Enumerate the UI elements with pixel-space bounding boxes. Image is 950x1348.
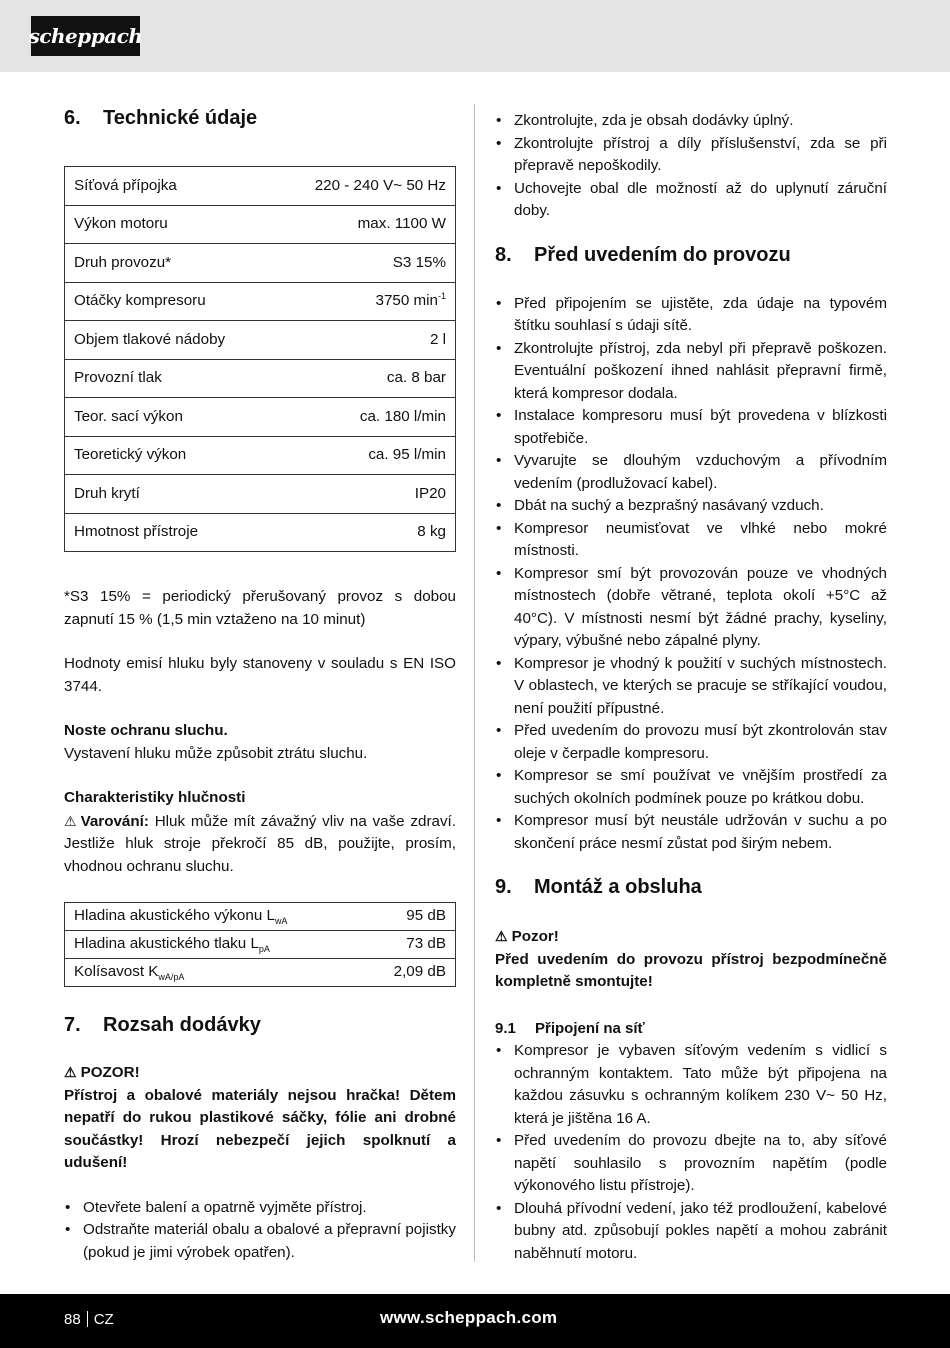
spec-label: Provozní tlak: [65, 359, 273, 398]
footer-bar: [0, 1294, 950, 1348]
table-row: [65, 282, 456, 321]
table-row: [65, 359, 456, 398]
list-item: • Kompresor neumisťovat ve vlhké nebo mokré místnosti.: [495, 518, 887, 563]
left-column: [64, 104, 456, 1264]
section-7-heading: 7. Rozsah dodávky: [64, 1014, 261, 1036]
table-row: [65, 903, 456, 931]
scheppach-logo: scheppach: [31, 16, 140, 56]
spec-label: Hmotnost přístroje: [65, 513, 273, 552]
header-bar: [0, 0, 950, 72]
section-8-heading: 8. Před uvedením do provozu: [495, 243, 791, 266]
noise-value: 73 dB: [364, 931, 456, 959]
table-row: [65, 321, 456, 360]
list-item: • Dbát na suchý a bezprašný nasávaný vzduch.: [495, 495, 887, 518]
section-6-heading: 6. Technické údaje: [64, 107, 258, 129]
page-number: 88 CZ: [64, 1311, 114, 1328]
assembly-caution-text: Před uvedením do provozu přístroj bezpodmínečně kompletně smontujte!: [495, 950, 887, 990]
spec-value: max. 1100 W: [272, 205, 455, 244]
list-item: • Vyvarujte se dlouhým vzduchovým a přívodním vedením (prodlužovací kabel).: [495, 450, 887, 495]
noise-value: 2,09 dB: [364, 959, 456, 987]
noise-label: Hladina akustického výkonu $L_{wA}$: [65, 903, 365, 931]
list-item: • Kompresor je vhodný k použití v suchých místnostech. V oblastech, ve kterých se pracuje se stříkající voudou, není použití přípustné.: [495, 653, 887, 721]
spec-value: IP20: [272, 475, 455, 514]
spec-value: ca. 8 bar: [272, 359, 455, 398]
mains-connection-list: [495, 1040, 887, 1265]
list-item: • Odstraňte materiál obalu a obalové a přepravní pojistky (pokud je jimi výrobek opatřen).: [64, 1219, 456, 1264]
section-9-heading: 9. Montáž a obsluha: [495, 876, 702, 898]
hearing-protection-text: Vystavení hluku může způsobit ztrátu sluchu.: [64, 744, 368, 762]
list-item: • Kompresor se smí používat ve vnějším prostředí za suchých okolních podmínek pouze po krátkou dobu.: [495, 765, 887, 810]
spec-label: Otáčky kompresoru: [65, 282, 273, 321]
column-divider: [474, 104, 475, 1262]
list-item: • Dlouhá přívodní vedení, jako též prodloužení, kabelové bubny atd. způsobují pokles napětí a mohou zabránit naběhnutí motoru.: [495, 1198, 887, 1266]
noise-heading: Charakteristiky hlučnosti: [64, 789, 246, 806]
spec-label: Objem tlakové nádoby: [65, 321, 273, 360]
warning-triangle-icon: ⚠: [495, 928, 508, 944]
spec-value: 2 l: [272, 321, 455, 360]
spec-value: ca. 180 l/min: [272, 398, 455, 437]
noise-value: 95 dB: [364, 903, 456, 931]
list-item: • Kompresor musí být neustále udržován v suchu a po skončení práce nesmí zůstat pod širým nebem.: [495, 810, 887, 855]
table-row: [65, 205, 456, 244]
delivery-list-right: [495, 110, 887, 223]
table-row: [65, 244, 456, 283]
noise-table: [64, 902, 456, 987]
table-row: [65, 959, 456, 987]
list-item: • Zkontrolujte přístroj, zda nebyl při přepravě poškozen. Eventuální poškození ihned nahlásit přepravní firmě, která kompresor dodala.: [495, 338, 887, 406]
website-link[interactable]: www.scheppach.com: [380, 1308, 558, 1327]
list-item: • Otevřete balení a opatrně vyjměte přístroj.: [64, 1197, 456, 1220]
noise-label: Kolísavost $K_{wA/pA}$: [65, 959, 365, 987]
assembly-caution-heading: ⚠ Pozor!: [495, 925, 887, 949]
list-item: • Zkontrolujte přístroj a díly příslušenství, zda se při přepravě nepoškodily.: [495, 133, 887, 178]
list-item: • Před uvedením do provozu musí být zkontrolován stav oleje v čerpadle kompresoru.: [495, 720, 887, 765]
spec-label: Druh provozu*: [65, 244, 273, 283]
noise-warning: ⚠ Varování: Hluk může mít závažný vliv na vaše zdraví. Jestliže hluk stroje překročí 85 dB, použijte, prosím, vhodnou ochranu sluchu.: [64, 810, 456, 879]
table-row: [65, 436, 456, 475]
list-item: • Uchovejte obal dle možností až do uplynutí záruční doby.: [495, 178, 887, 223]
operation-footnote: *S3 15% = periodický přerušovaný provoz s dobou zapnutí 15 % (1,5 min vztaženo na 10 minut): [64, 588, 456, 628]
list-item: • Zkontrolujte, zda je obsah dodávky úplný.: [495, 110, 887, 133]
spec-label: Druh krytí: [65, 475, 273, 514]
table-row: [65, 931, 456, 959]
caution-heading: ⚠ POZOR!: [64, 1061, 456, 1085]
subsection-9-1-heading: 9.1 Připojení na síť: [495, 1019, 645, 1037]
list-item: • Kompresor je vybaven síťovým vedením s vidlicí s ochranným kontaktem. Tato může být připojena na každou zásuvku s ochranným kolíkem 230 V~ 50 Hz, která je jištěna 16 A.: [495, 1040, 887, 1130]
table-row: [65, 475, 456, 514]
spec-label: Teoretický výkon: [65, 436, 273, 475]
table-row: [65, 398, 456, 437]
emission-text: Hodnoty emisí hluku byly stanoveny v souladu s EN ISO 3744.: [64, 655, 456, 695]
technical-data-table: [64, 166, 456, 552]
warning-triangle-icon: ⚠: [64, 812, 77, 829]
before-operation-list: [495, 293, 887, 856]
spec-label: Teor. sací výkon: [65, 398, 273, 437]
list-item: • Instalace kompresoru musí být provedena v blízkosti spotřebiče.: [495, 405, 887, 450]
spec-value: 8 kg: [272, 513, 455, 552]
spec-value: 220 - 240 V~ 50 Hz: [272, 167, 455, 206]
hearing-protection-heading: Noste ochranu sluchu.: [64, 722, 228, 739]
list-item: • Před uvedením do provozu dbejte na to, aby síťové napětí souhlasilo s provozním napětím (podle výkonového listu přístroje).: [495, 1130, 887, 1198]
spec-value: 3750 $\min^{-1}$: [272, 282, 455, 321]
spec-value: ca. 95 l/min: [272, 436, 455, 475]
warning-triangle-icon: ⚠: [64, 1064, 77, 1080]
list-item: • Kompresor smí být provozován pouze ve vhodných místnostech (dobře větrané, teplota okolí +5°C až 40°C). V místnosti nesmí být žádné prachy, kyseliny, výpary, výbušné nebo zápalné plyny.: [495, 563, 887, 653]
table-row: [65, 167, 456, 206]
noise-label: Hladina akustického tlaku $L_{pA}$: [65, 931, 365, 959]
caution-text: Přístroj a obalové materiály nejsou hračka! Dětem nepatří do rukou plastikové sáčky, fólie ani drobné součástky! Hrozí nebezpečí jejich spolknutí a udušení!: [64, 1086, 456, 1171]
spec-value: S3 15%: [272, 244, 455, 283]
right-column: [495, 110, 887, 1265]
delivery-list-left: [64, 1197, 456, 1265]
spec-label: Výkon motoru: [65, 205, 273, 244]
spec-label: Síťová přípojka: [65, 167, 273, 206]
table-row: [65, 513, 456, 552]
list-item: • Před připojením se ujistěte, zda údaje na typovém štítku souhlasí s údaji sítě.: [495, 293, 887, 338]
